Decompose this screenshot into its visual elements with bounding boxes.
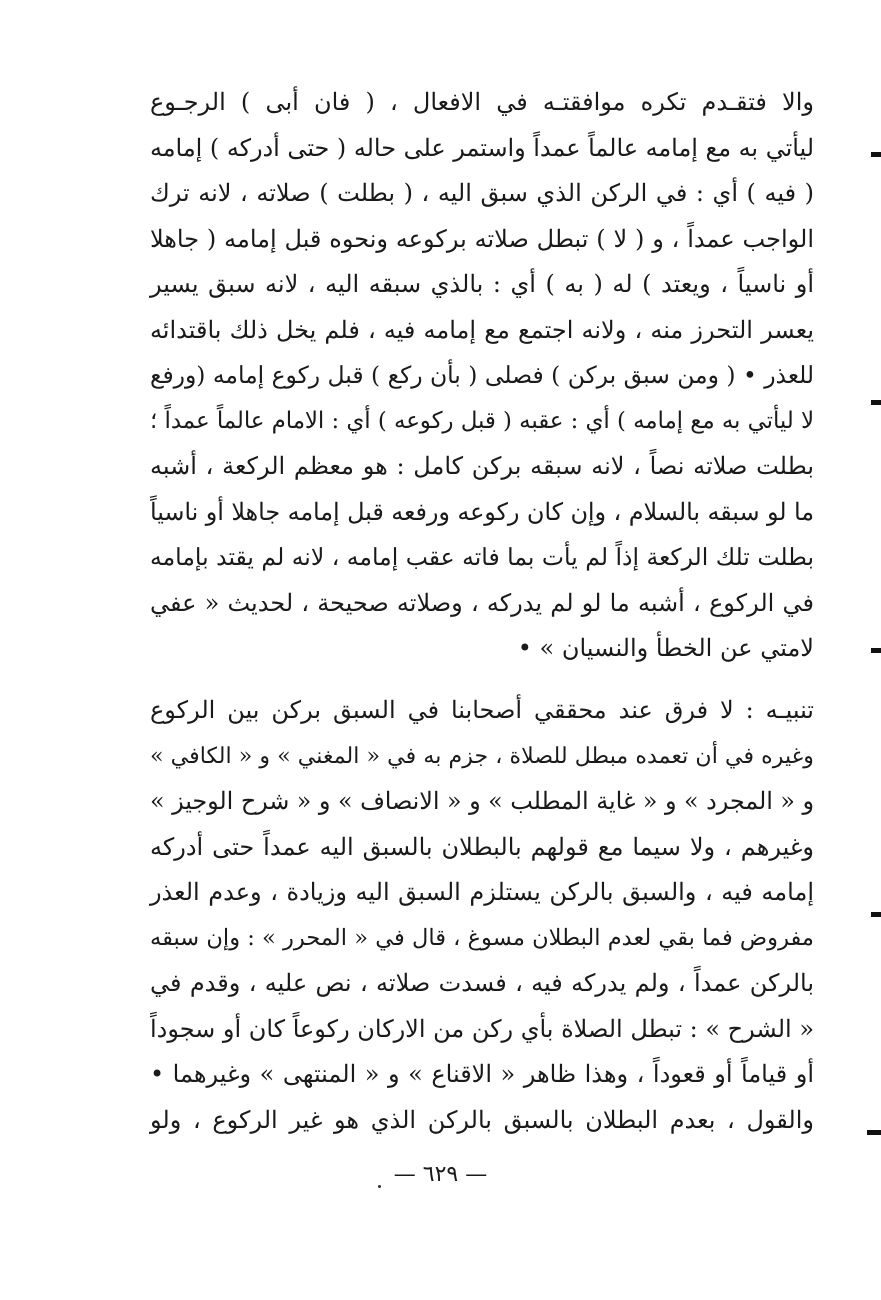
text-line: يعسر التحرز منه ، ولانه اجتمع مع إمامه فيه ، فلم يخل ذلك باقتدائه [149, 315, 814, 344]
text-line: والا فتقـدم تكره موافقتـه في الافعال ، ( فان أبى ) الرجـوع [149, 88, 814, 116]
text-line: وغيرهم ، ولا سيما مع قولهم بالبطلان بالسبق اليه عمداً حتى أدركه [149, 832, 814, 861]
paragraph-1 [150, 80, 814, 672]
page-number: — ٦٢٩ — [393, 1162, 488, 1187]
text-line: لا ليأتي به مع إمامه ) أي : عقبه ( قبل ركوعه ) أي : الامام عالماً عمداً ؛ [150, 407, 814, 434]
text-line: تنبيـه : لا فرق عند محققي أصحابنا في السبق بركن بين الركوع [149, 696, 814, 724]
paragraph-2 [150, 688, 814, 1143]
text-line: ( فيه ) أي : في الركن الذي سبق اليه ، ( بطلت ) صلاته ، لانه ترك [149, 179, 814, 207]
text-line: أو ناسياً ، ويعتد ) له ( به ) أي : بالذي سبقه اليه ، لانه سبق يسير [150, 270, 814, 298]
margin-mark [867, 1130, 881, 1135]
text-line: « الشرح » : تبطل الصلاة بأي ركن من الاركان ركوعاً كان أو سجوداً [149, 1014, 814, 1043]
text-line: و « المجرد » و « غاية المطلب » و « الانصاف » و « شرح الوجيز » [150, 787, 814, 815]
text-line: مفروض فما بقي لعدم البطلان مسوغ ، قال في « المحرر » : وإن سبقه [150, 924, 814, 951]
text-line: في الركوع ، أشبه ما لو لم يدركه ، وصلاته صحيحة ، لحديث « عفي [149, 588, 814, 617]
text-line: بالركن عمداً ، ولم يدركه فيه ، فسدت صلاته ، نص عليه ، وقدم في [150, 969, 814, 997]
ink-speck [378, 1185, 381, 1188]
text-line: والقول ، بعدم البطلان بالسبق بالركن الذي هو غير الركوع ، ولو [150, 1105, 814, 1134]
margin-mark [871, 648, 881, 653]
text-line: بطلت تلك الركعة إذاً لم يأت بما فاته عقب إمامه ، لانه لم يقتد بإمامه [150, 543, 814, 571]
text-line: الواجب عمداً ، و ( لا ) تبطل صلاته بركوعه ونحوه قبل إمامه ( جاهلا [149, 224, 814, 253]
text-line: وغيره في أن تعمده مبطل للصلاة ، جزم به في « المغني » و « الكافي » [150, 742, 814, 769]
margin-mark [871, 152, 881, 157]
text-line: إمامه فيه ، والسبق بالركن يستلزم السبق اليه وزيادة ، وعدم العذر [149, 878, 814, 906]
margin-mark [871, 400, 881, 405]
text-line: بطلت صلاته نصاً ، لانه سبقه بركن كامل : هو معظم الركعة ، أشبه [150, 452, 814, 480]
text-line: أو قياماً أو قعوداً ، وهذا ظاهر « الاقناع » و « المنتهى » وغيرهما • [150, 1060, 814, 1088]
text-line: لامتي عن الخطأ والنسيان » • [517, 634, 814, 662]
text-line: ليأتي به مع إمامه عالماً عمداً واستمر على حاله ( حتى أدركه ) إمامه [149, 133, 814, 162]
text-line: للعذر • ( ومن سبق بركن ) فصلى ( بأن ركع ) قبل ركوع إمامه (ورفع [150, 361, 814, 389]
text-line: ما لو سبقه بالسلام ، وإن كان ركوعه ورفعه قبل إمامه جاهلا أو ناسياً [150, 497, 814, 526]
margin-mark [871, 912, 881, 917]
